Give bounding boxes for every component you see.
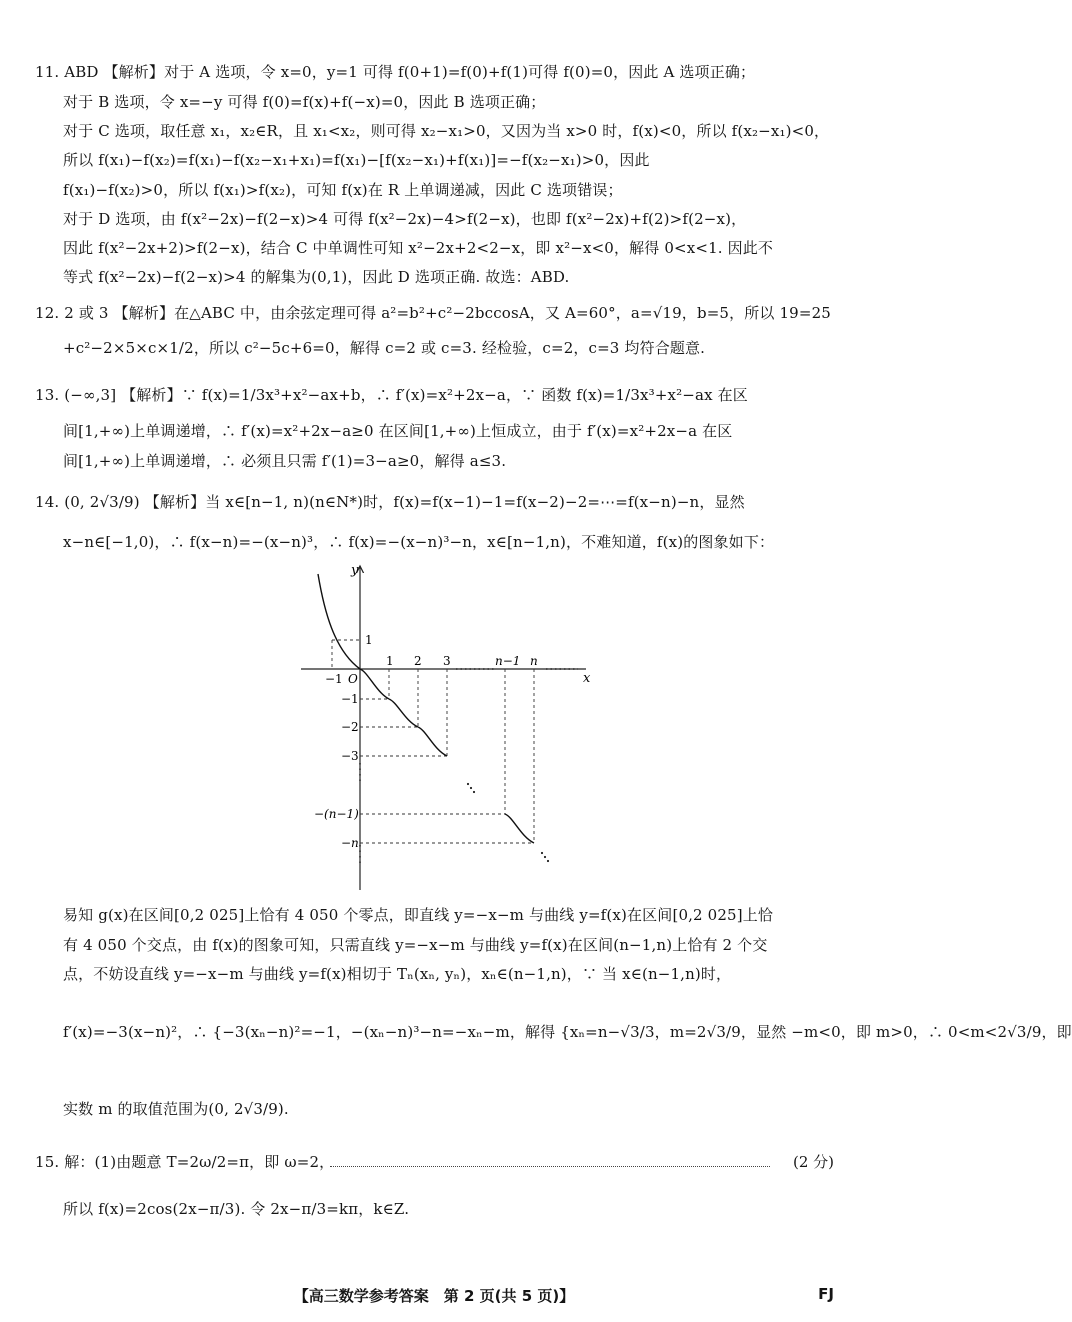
q14-line-5: 点，不妨设直线 y=−x−m 与曲线 y=f(x)相切于 Tₙ(xₙ, yₙ)，xₙ∈(n−1,n)，∵ 当 x∈(n−1,n)时， xyxy=(63,965,732,983)
x-tick-n-minus-1: n−1 xyxy=(495,654,521,668)
function-curve xyxy=(318,574,534,843)
q14-line-6: f′(x)=−3(x−n)²，∴ {−3(xₙ−n)²=−1，−(xₙ−n)³−n=−xₙ−m，解得 {xₙ=n−√3/3，m=2√3/9，显然 −m<0，即 m>0，∴ 0<m<2√3/9，即 xyxy=(63,1023,1072,1041)
y-tick-neg-n-minus-1: −(n−1) xyxy=(314,807,359,821)
q11-line-7: 因此 f(x²−2x+2)>f(2−x)，结合 C 中单调性可知 x²−2x+2<2−x，即 x²−x<0，解得 0<x<1. 因此不 xyxy=(63,239,774,257)
q14-line-2: x−n∈[−1,0)，∴ f(x−n)=−(x−n)³，∴ f(x)=−(x−n)³−n，x∈[n−1,n)，不难知道，f(x)的图象如下： xyxy=(63,533,775,551)
q14-line-7: 实数 m 的取值范围为(0, 2√3/9). xyxy=(63,1100,289,1118)
q15-line-1: 15. 解：(1)由题意 T=2ω/2=π，即 ω=2， xyxy=(35,1153,335,1171)
y-tick-1: 1 xyxy=(365,633,373,647)
footer-code: FJ xyxy=(818,1285,834,1303)
x-tick-2: 2 xyxy=(414,654,422,668)
y-axis-label: y xyxy=(351,563,359,578)
q11-line-1: 11. ABD 【解析】对于 A 选项，令 x=0，y=1 可得 f(0+1)=f(0)+f(1)可得 f(0)=0，因此 A 选项正确； xyxy=(35,63,756,81)
y-tick-neg1: −1 xyxy=(341,692,359,706)
q14-line-3: 易知 g(x)在区间[0,2 025]上恰有 4 050 个零点，即直线 y=−x−m 与曲线 y=f(x)在区间[0,2 025]上恰 xyxy=(63,906,774,924)
q11-line-8: 等式 f(x²−2x)−f(2−x)>4 的解集为(0,1)，因此 D 选项正确. 故选：ABD. xyxy=(63,268,570,286)
page-footer: 【高三数学参考答案 第 2 页(共 5 页)】 xyxy=(293,1287,575,1305)
x-tick-1: 1 xyxy=(386,654,394,668)
q14-line-1: 14. (0, 2√3/9) 【解析】当 x∈[n−1, n)(n∈N*)时，f(x)=f(x−1)−1=f(x−2)−2=⋯=f(x−n)−n，显然 xyxy=(35,493,745,511)
x-tick-neg1: −1 xyxy=(325,672,343,686)
function-graph xyxy=(296,560,596,895)
x-tick-3: 3 xyxy=(443,654,451,668)
q13-line-2: 间[1,+∞)上单调递增，∴ f′(x)=x²+2x−a≥0 在区间[1,+∞)上恒成立，由于 f′(x)=x²+2x−a 在区 xyxy=(63,422,733,440)
x-axis-label: x xyxy=(583,671,591,686)
q11-line-5: f(x₁)−f(x₂)>0，所以 f(x₁)>f(x₂)，可知 f(x)在 R 上单调递减，因此 C 选项错误； xyxy=(63,181,623,199)
q13-line-3: 间[1,+∞)上单调递增，∴ 必须且只需 f′(1)=3−a≥0，解得 a≤3. xyxy=(63,452,507,470)
x-tick-n: n xyxy=(530,654,538,668)
q13-line-1: 13. (−∞,3] 【解析】∵ f(x)=1/3x³+x²−ax+b，∴ f′(x)=x²+2x−a，∵ 函数 f(x)=1/3x³+x²−ax 在区 xyxy=(35,386,748,404)
q11-line-3: 对于 C 选项，取任意 x₁，x₂∈R，且 x₁<x₂，则可得 x₂−x₁>0，又因为当 x>0 时，f(x)<0，所以 f(x₂−x₁)<0， xyxy=(63,122,830,140)
q14-line-4: 有 4 050 个交点，由 f(x)的图象可知，只需直线 y=−x−m 与曲线 y=f(x)在区间(n−1,n)上恰有 2 个交 xyxy=(63,936,768,954)
q12-line-2: +c²−2×5×c×1/2，所以 c²−5c+6=0，解得 c=2 或 c=3. 经检验，c=2，c=3 均符合题意. xyxy=(63,339,706,357)
dot-leader xyxy=(330,1152,770,1167)
q11-line-4: 所以 f(x₁)−f(x₂)=f(x₁)−f(x₂−x₁+x₁)=f(x₁)−[f(x₂−x₁)+f(x₁)]=−f(x₂−x₁)>0，因此 xyxy=(63,151,650,169)
q11-line-6: 对于 D 选项，由 f(x²−2x)−f(2−x)>4 可得 f(x²−2x)−4>f(2−x)，也即 f(x²−2x)+f(2)>f(2−x)， xyxy=(63,210,747,228)
q15-line-2: 所以 f(x)=2cos(2x−π/3). 令 2x−π/3=kπ，k∈Z. xyxy=(63,1200,410,1218)
origin-label: O xyxy=(348,672,358,686)
y-tick-neg3: −3 xyxy=(341,749,359,763)
q11-line-2: 对于 B 选项，令 x=−y 可得 f(0)=f(x)+f(−x)=0，因此 B 选项正确； xyxy=(63,93,546,111)
y-tick-neg2: −2 xyxy=(341,720,359,734)
q15-score: (2 分) xyxy=(792,1153,834,1171)
y-tick-neg-n: −n xyxy=(341,836,359,850)
q12-line-1: 12. 2 或 3 【解析】在△ABC 中，由余弦定理可得 a²=b²+c²−2bccosA，又 A=60°，a=√19，b=5，所以 19=25 xyxy=(35,304,831,322)
